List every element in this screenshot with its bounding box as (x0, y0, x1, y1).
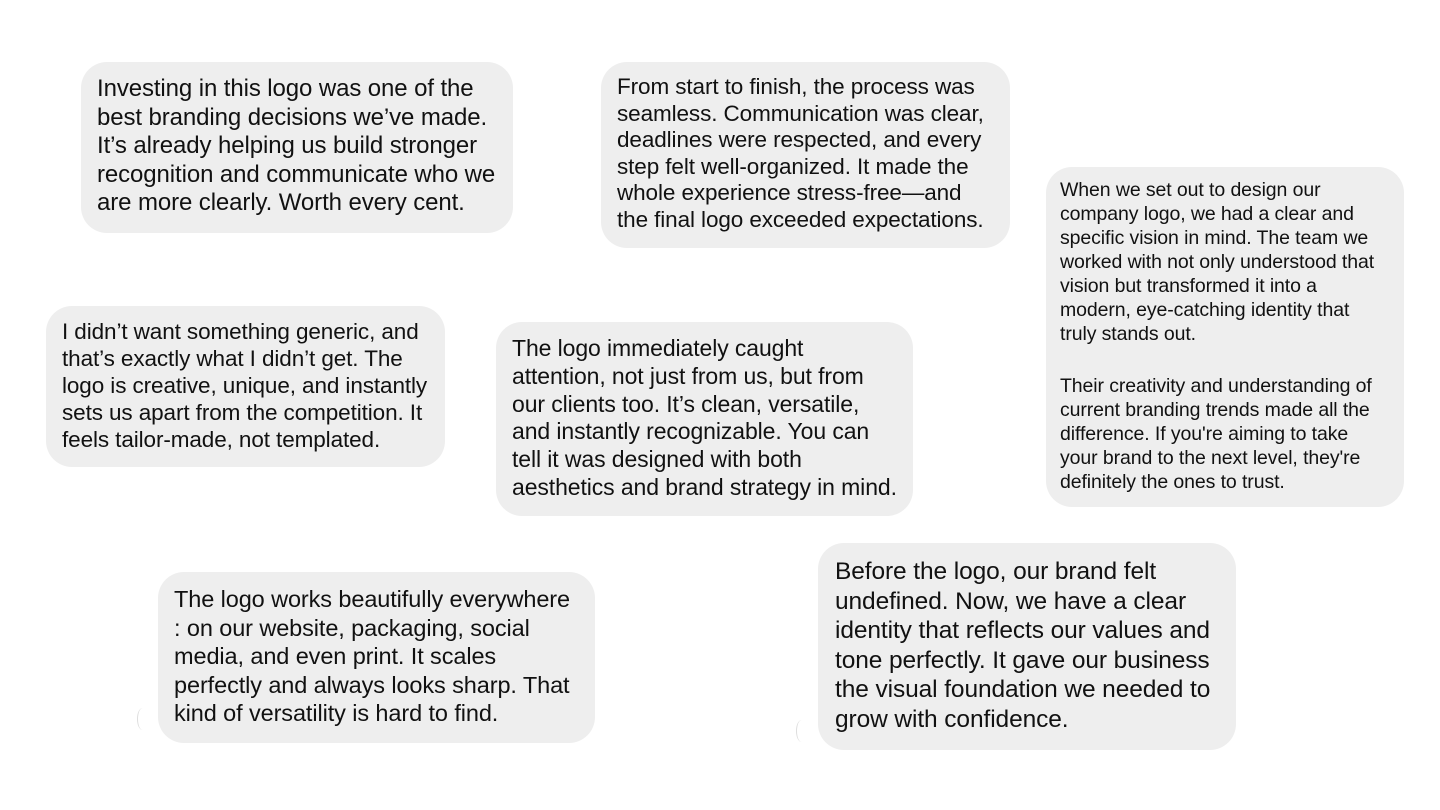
testimonial-text: The logo works beautifully everywhere : on our website, packaging, social media, and even print. It scales perfectly and always looks sharp. That kind of versatility is hard to find. (174, 586, 570, 726)
bubble-tail-mark (796, 720, 807, 742)
testimonial-text: Before the logo, our brand felt undefined. Now, we have a clear identity that reflects our values and tone perfectly. It gave our business the visual foundation we needed to grow with confidence. (835, 558, 1211, 733)
bubble-tail-mark (137, 708, 148, 730)
testimonial-bubble-not-generic (46, 306, 445, 467)
testimonial-text: Investing in this logo was one of the best branding decisions we’ve made. It’s already helping us build stronger recognition and communicate who we are more clearly. Worth every cent. (97, 75, 496, 216)
testimonial-bubble-caught-attention (496, 322, 913, 516)
testimonial-bubble-branding-decision (81, 62, 513, 233)
testimonial-text: The logo immediately caught attention, not just from us, but from our clients too. It’s clean, versatile, and instantly recognizable. You can tell it was designed with both aesthetics and brand strategy in mind. (512, 335, 897, 500)
testimonial-text: I didn’t want something generic, and that’s exactly what I didn’t get. The logo is creative, unique, and instantly sets us apart from the competition. It feels tailor-made, not templated. (62, 319, 428, 452)
testimonial-bubble-brand-identity (818, 543, 1236, 750)
testimonial-text-second-paragraph: Their creativity and understanding of current branding trends made all the difference. If you're aiming to take your brand to the next level, they're definitely the ones to trust. (1060, 375, 1372, 493)
testimonial-text: From start to finish, the process was seamless. Communication was clear, deadlines were respected, and every step felt well-organized. It made the whole experience stress-free—and the final logo exceeded expectations. (617, 74, 984, 232)
testimonial-text: When we set out to design our company logo, we had a clear and specific vision in mind. The team we worked with not only understood that vision but transformed it into a modern, eye-catching identity that truly stands out. (1060, 179, 1375, 345)
testimonial-bubble-works-everywhere (158, 572, 595, 743)
testimonial-bubble-clear-vision (1046, 167, 1404, 507)
testimonial-bubble-seamless-process (601, 62, 1010, 248)
